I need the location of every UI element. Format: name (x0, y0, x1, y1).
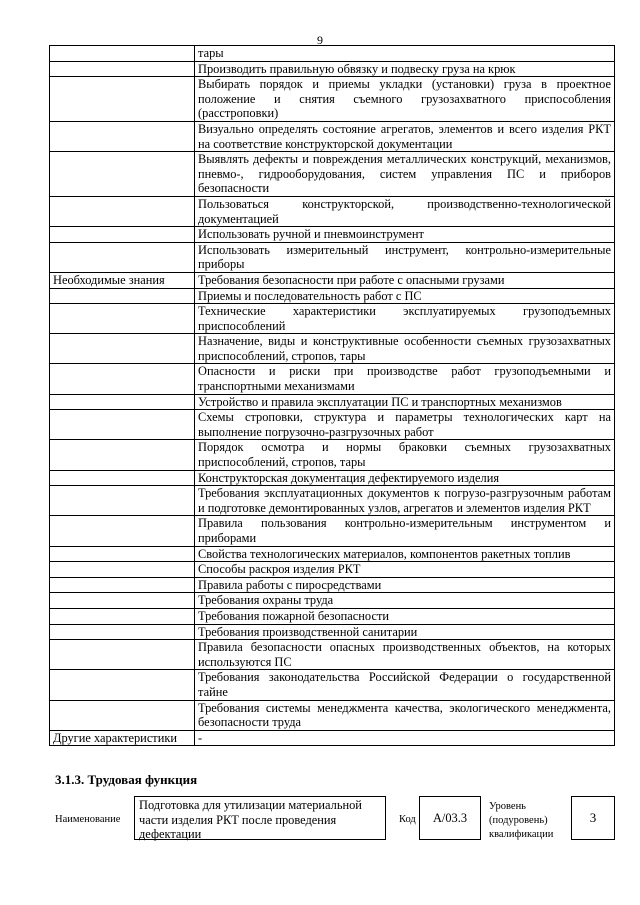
row-text: Приемы и последовательность работ с ПС (195, 288, 615, 304)
table-row (50, 624, 615, 640)
requirements-table (49, 45, 615, 746)
other-characteristics-value: - (195, 730, 615, 746)
row-text: Выявлять дефекты и повреждения металлических конструкций, механизмов, пневмо-, гидрооборудования, систем управления ПС и приборов безопасности (195, 152, 615, 197)
table-row (50, 670, 615, 700)
row-label (50, 334, 195, 364)
table-row (50, 152, 615, 197)
row-label (50, 670, 195, 700)
row-text: Визуально определять состояние агрегатов, элементов и всего изделия РКТ на соответствие конструкторской документации (195, 121, 615, 151)
row-text: тары (195, 46, 615, 62)
table-row (50, 640, 615, 670)
row-label (50, 546, 195, 562)
row-label (50, 562, 195, 578)
row-text: Способы раскроя изделия РКТ (195, 562, 615, 578)
table-row (50, 562, 615, 578)
row-label (50, 700, 195, 730)
row-label (50, 196, 195, 226)
table-row (50, 272, 615, 288)
row-label (50, 304, 195, 334)
row-text: Схемы строповки, структура и параметры технологических карт на выполнение погрузочно-разгрузочных работ (195, 410, 615, 440)
row-label (50, 440, 195, 470)
function-name-box: Подготовка для утилизации материальной части изделия РКТ после проведения дефектации (134, 796, 386, 840)
row-text: Требования системы менеджмента качества, экологического менеджмента, безопасности труда (195, 700, 615, 730)
table-row (50, 470, 615, 486)
table-row (50, 46, 615, 62)
row-text: Свойства технологических материалов, компонентов ракетных топлив (195, 546, 615, 562)
row-label (50, 470, 195, 486)
row-text: Требования производственной санитарии (195, 624, 615, 640)
row-label (50, 410, 195, 440)
function-name-label: Наименование (55, 814, 121, 825)
table-row (50, 334, 615, 364)
table-row (50, 546, 615, 562)
function-code-label: Код (399, 814, 416, 825)
table-row (50, 394, 615, 410)
row-label (50, 640, 195, 670)
row-text: Конструкторская документация дефектируемого изделия (195, 470, 615, 486)
row-text: Порядок осмотра и нормы браковки съемных грузозахватных приспособлений, стропов, тары (195, 440, 615, 470)
row-text: Устройство и правила эксплуатации ПС и транспортных механизмов (195, 394, 615, 410)
qualification-level-box: 3 (571, 796, 615, 840)
table-row (50, 410, 615, 440)
row-label (50, 486, 195, 516)
row-text: Правила работы с пиросредствами (195, 577, 615, 593)
row-text: Требования пожарной безопасности (195, 608, 615, 624)
row-text: Использовать измерительный инструмент, контрольно-измерительные приборы (195, 242, 615, 272)
table-row (50, 227, 615, 243)
row-label (50, 61, 195, 77)
qualification-level-label: Уровень (подуровень) квалификации (489, 801, 554, 840)
table-row (50, 440, 615, 470)
function-code-box: A/03.3 (419, 796, 481, 840)
table-row (50, 304, 615, 334)
row-text: Пользоваться конструкторской, производственно-технологической документацией (195, 196, 615, 226)
row-label (50, 227, 195, 243)
row-text: Опасности и риски при производстве работ грузоподъемными и транспортными механизмами (195, 364, 615, 394)
row-text: Требования эксплуатационных документов к погрузо-разгрузочным работам и подготовке демонтированных узлов, агрегатов и элементов изделия РКТ (195, 486, 615, 516)
row-label (50, 593, 195, 609)
table-row (50, 486, 615, 516)
row-label (50, 364, 195, 394)
row-label: Необходимые знания (50, 272, 195, 288)
table-row (50, 77, 615, 122)
table-row (50, 61, 615, 77)
other-characteristics-label: Другие характеристики (50, 730, 195, 746)
table-row (50, 608, 615, 624)
row-text: Правила пользования контрольно-измерительным инструментом и приборами (195, 516, 615, 546)
section-title: 3.1.3. Трудовая функция (55, 772, 198, 787)
table-row (50, 242, 615, 272)
table-row (50, 700, 615, 730)
table-row (50, 577, 615, 593)
table-row (50, 121, 615, 151)
row-label (50, 608, 195, 624)
row-text: Использовать ручной и пневмоинструмент (195, 227, 615, 243)
row-text: Требования безопасности при работе с опасными грузами (195, 272, 615, 288)
row-label (50, 288, 195, 304)
table-row (50, 288, 615, 304)
row-text: Требования охраны труда (195, 593, 615, 609)
table-row (50, 516, 615, 546)
row-label (50, 394, 195, 410)
row-label (50, 77, 195, 122)
row-text: Правила безопасности опасных производственных объектов, на которых используются ПС (195, 640, 615, 670)
row-text: Производить правильную обвязку и подвеску груза на крюк (195, 61, 615, 77)
row-text: Требования законодательства Российской Федерации о государственной тайне (195, 670, 615, 700)
row-text: Назначение, виды и конструктивные особенности съемных грузозахватных приспособлений, стропов, тары (195, 334, 615, 364)
table-row (50, 196, 615, 226)
row-label (50, 242, 195, 272)
row-label (50, 152, 195, 197)
row-label (50, 624, 195, 640)
table-row (50, 593, 615, 609)
row-label (50, 121, 195, 151)
row-label (50, 46, 195, 62)
row-label (50, 577, 195, 593)
row-text: Технические характеристики эксплуатируемых грузоподъемных приспособлений (195, 304, 615, 334)
table-row (50, 364, 615, 394)
other-characteristics-row (50, 730, 615, 746)
page-number: 9 (317, 33, 323, 47)
row-text: Выбирать порядок и приемы укладки (установки) груза в проектное положение и снятия съемного грузозахватного приспособления (расстроповки) (195, 77, 615, 122)
row-label (50, 516, 195, 546)
